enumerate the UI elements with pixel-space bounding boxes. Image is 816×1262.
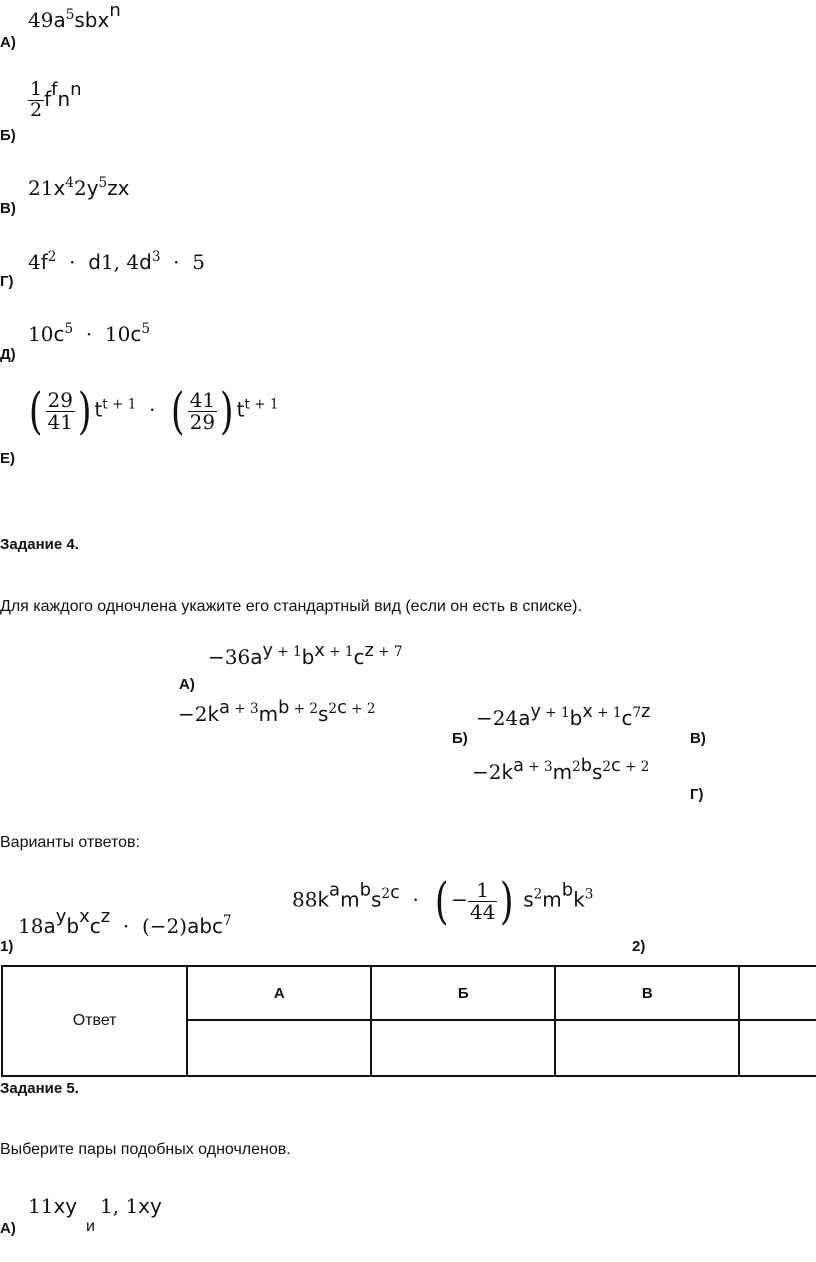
answer-cell-g[interactable] xyxy=(739,1020,816,1076)
task5-expr-a1: 11xy xyxy=(28,1194,78,1218)
task4-expr-a: $-36a^{y + 1}b^{x + 1}c^{z + 7}$ xyxy=(208,640,403,669)
answer-cell-v[interactable] xyxy=(555,1020,739,1076)
task4-instruction: Для каждого одночлена укажите его стандартный вид (если он есть в списке). xyxy=(0,598,582,615)
task4-label-b: Б) xyxy=(452,730,468,747)
expr-d: $10c^5 \cdot 10c^5$ xyxy=(28,320,151,346)
answer-row-header: Ответ xyxy=(2,966,187,1076)
option-1-expr: $18a^yb^xc^z \cdot (-2)abc^7$ xyxy=(18,906,232,938)
task4-expr-a2: $-2k^{a + 3}m^{b + 2}s^{2c + 2}$ xyxy=(178,697,376,726)
label-d: Д) xyxy=(0,346,16,363)
expr-a: $49a^5sbx^n$ xyxy=(28,0,121,32)
expr-g: $4f^2 \cdot d1$, $4d^3 \cdot 5$ xyxy=(28,248,205,274)
task4-label-g: Г) xyxy=(690,786,704,803)
task4-label-v: В) xyxy=(690,730,706,747)
answer-cell-b[interactable] xyxy=(371,1020,555,1076)
label-g: Г) xyxy=(0,273,14,290)
expr-e: ( $\frac{29}{41}$ ) $t^{t + 1}$ · ( $\frac{41}{29}$ ) $t^{t + 1}$ xyxy=(28,382,279,440)
answer-table xyxy=(1,965,816,1077)
expr-v: $21x^42y^5zx$ xyxy=(28,174,130,200)
option-2-expr: $88k^am^bs^{2c}$ · ( − $\frac{1}{44}$ ) $s^2m^bk^3$ xyxy=(292,872,594,930)
answer-col-b: Б xyxy=(371,966,555,1020)
task4-label-a: А) xyxy=(179,676,195,693)
task5-instruction: Выберите пары подобных одночленов. xyxy=(0,1141,291,1158)
label-e: Е) xyxy=(0,450,15,467)
task5-conj: и xyxy=(86,1218,95,1235)
task5-heading: Задание 5. xyxy=(0,1080,79,1097)
label-v: В) xyxy=(0,200,16,217)
answer-col-g xyxy=(739,966,816,1020)
answer-col-a: А xyxy=(187,966,371,1020)
label-a: А) xyxy=(0,34,16,51)
option-1-label: 1) xyxy=(0,938,14,955)
task4-expr-b: $-24a^{y + 1}b^{x + 1}c^{7z}$ xyxy=(476,701,651,730)
option-2-label: 2) xyxy=(632,938,646,955)
expr-b: $\frac{1}{2}$ $f^fn^n$ xyxy=(30,78,82,121)
answer-cell-a[interactable] xyxy=(187,1020,371,1076)
answer-col-v: В xyxy=(555,966,739,1020)
task5-expr-a2: 1, 1xy xyxy=(100,1194,162,1218)
task4-heading: Задание 4. xyxy=(0,536,79,553)
label-b: Б) xyxy=(0,127,16,144)
task5-label-a: А) xyxy=(0,1220,16,1237)
options-title: Варианты ответов: xyxy=(0,834,140,851)
task4-expr-g: $-2k^{a + 3}m^{2b}s^{2c + 2}$ xyxy=(472,755,650,784)
